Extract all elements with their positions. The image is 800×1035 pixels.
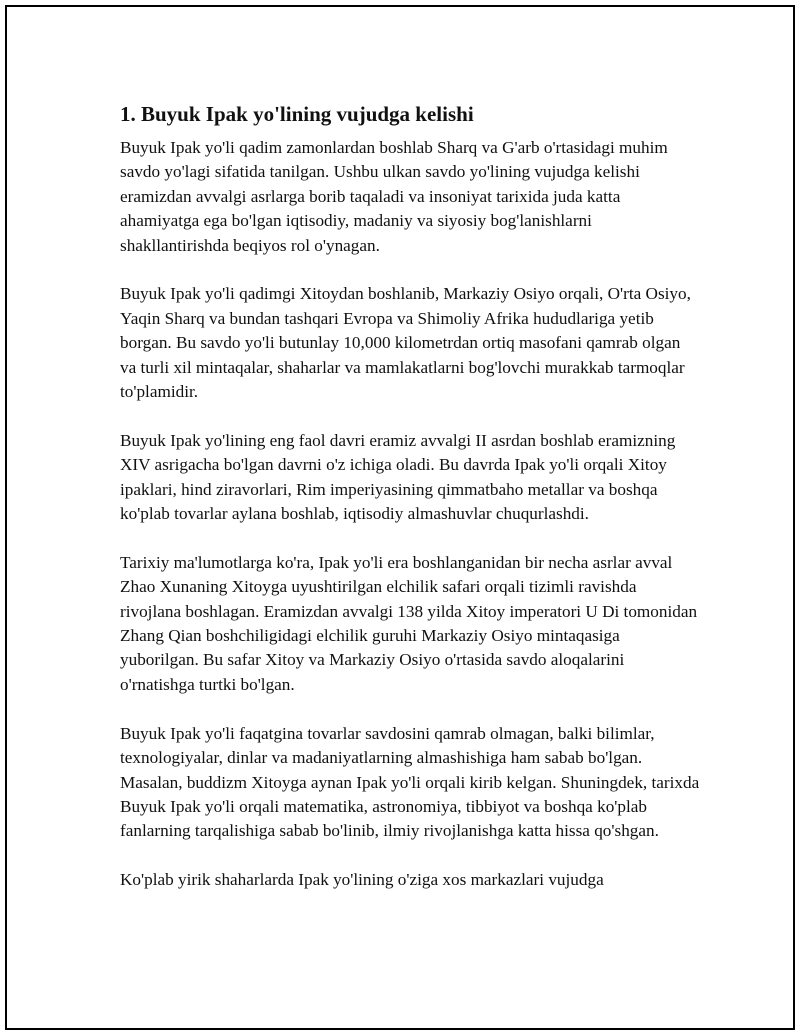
paragraph-1: Buyuk Ipak yo'li qadim zamonlardan boshlab Sharq va G'arb o'rtasidagi muhim savdo yo'lagi sifatida tanilgan. Ushbu ulkan savdo yo'lining vujudga kelishi eramizdan avvalgi asrlarga borib taqaladi va insoniyat tarixida juda katta ahamiyatga ega bo'lgan iqtisodiy, madaniy va siyosiy bog'lanishlarni shakllantirishda beqiyos rol o'ynagan. <box>120 138 668 255</box>
page-frame <box>5 5 795 1030</box>
document-body <box>120 100 700 893</box>
paragraph-5: Buyuk Ipak yo'li faqatgina tovarlar savdosini qamrab olmagan, balki bilimlar, texnologiyalar, dinlar va madaniyatlarning almashishiga ham sabab bo'lgan. Masalan, buddizm Xitoyga aynan Ipak yo'li orqali kirib kelgan. Shuningdek, tarixda Buyuk Ipak yo'li orqali matematika, astronomiya, tibbiyot va boshqa ko'plab fanlarning tarqalishiga sabab bo'linib, ilmiy rivojlanishga katta hissa qo'shgan. <box>120 723 700 841</box>
paragraph-6: Ko'plab yirik shaharlarda Ipak yo'lining o'ziga xos markazlari vujudga <box>120 870 604 890</box>
paragraph-2: Buyuk Ipak yo'li qadimgi Xitoydan boshlanib, Markaziy Osiyo orqali, O'rta Osiyo, Yaqin Sharq va bundan tashqari Evropa va Shimoliy Afrika hududlariga yetib borgan. Bu savdo yo'li butunlay 10,000 kilometrdan ortiq masofani qamrab olgan va turli xil mintaqalar, shaharlar va mamlakatlarni bog'lovchi murakkab tarmoqlar to'plamidir. <box>120 284 691 402</box>
section-heading: 1. Buyuk Ipak yo'lining vujudga kelishi <box>120 102 474 126</box>
paragraph-3: Buyuk Ipak yo'lining eng faol davri eramiz avvalgi II asrdan boshlab eramizning XIV asrigacha bo'lgan davrni o'z ichiga oladi. Bu davrda Ipak yo'li orqali Xitoy ipaklari, hind ziravorlari, Rim imperiyasining qimmatbaho metallar va boshqa ko'plab tovarlar aylana boshlab, iqtisodiy almashuvlar chuqurlashdi. <box>120 430 676 524</box>
paragraph-4: Tarixiy ma'lumotlarga ko'ra, Ipak yo'li era boshlanganidan bir necha asrlar avval Zhao Xunaning Xitoyga uyushtirilgan elchilik safari orqali tizimli ravishda rivojlana boshlagan. Eramizdan avvalgi 138 yilda Xitoy imperatori U Di tomonidan Zhang Qian boshchiligidagi elchilik guruhi Markaziy Osiyo mintaqasiga yuborilgan. Bu safar Xitoy va Markaziy Osiyo o'rtasida savdo aloqalarini o'rnatishga turtki bo'lgan. <box>120 552 698 694</box>
